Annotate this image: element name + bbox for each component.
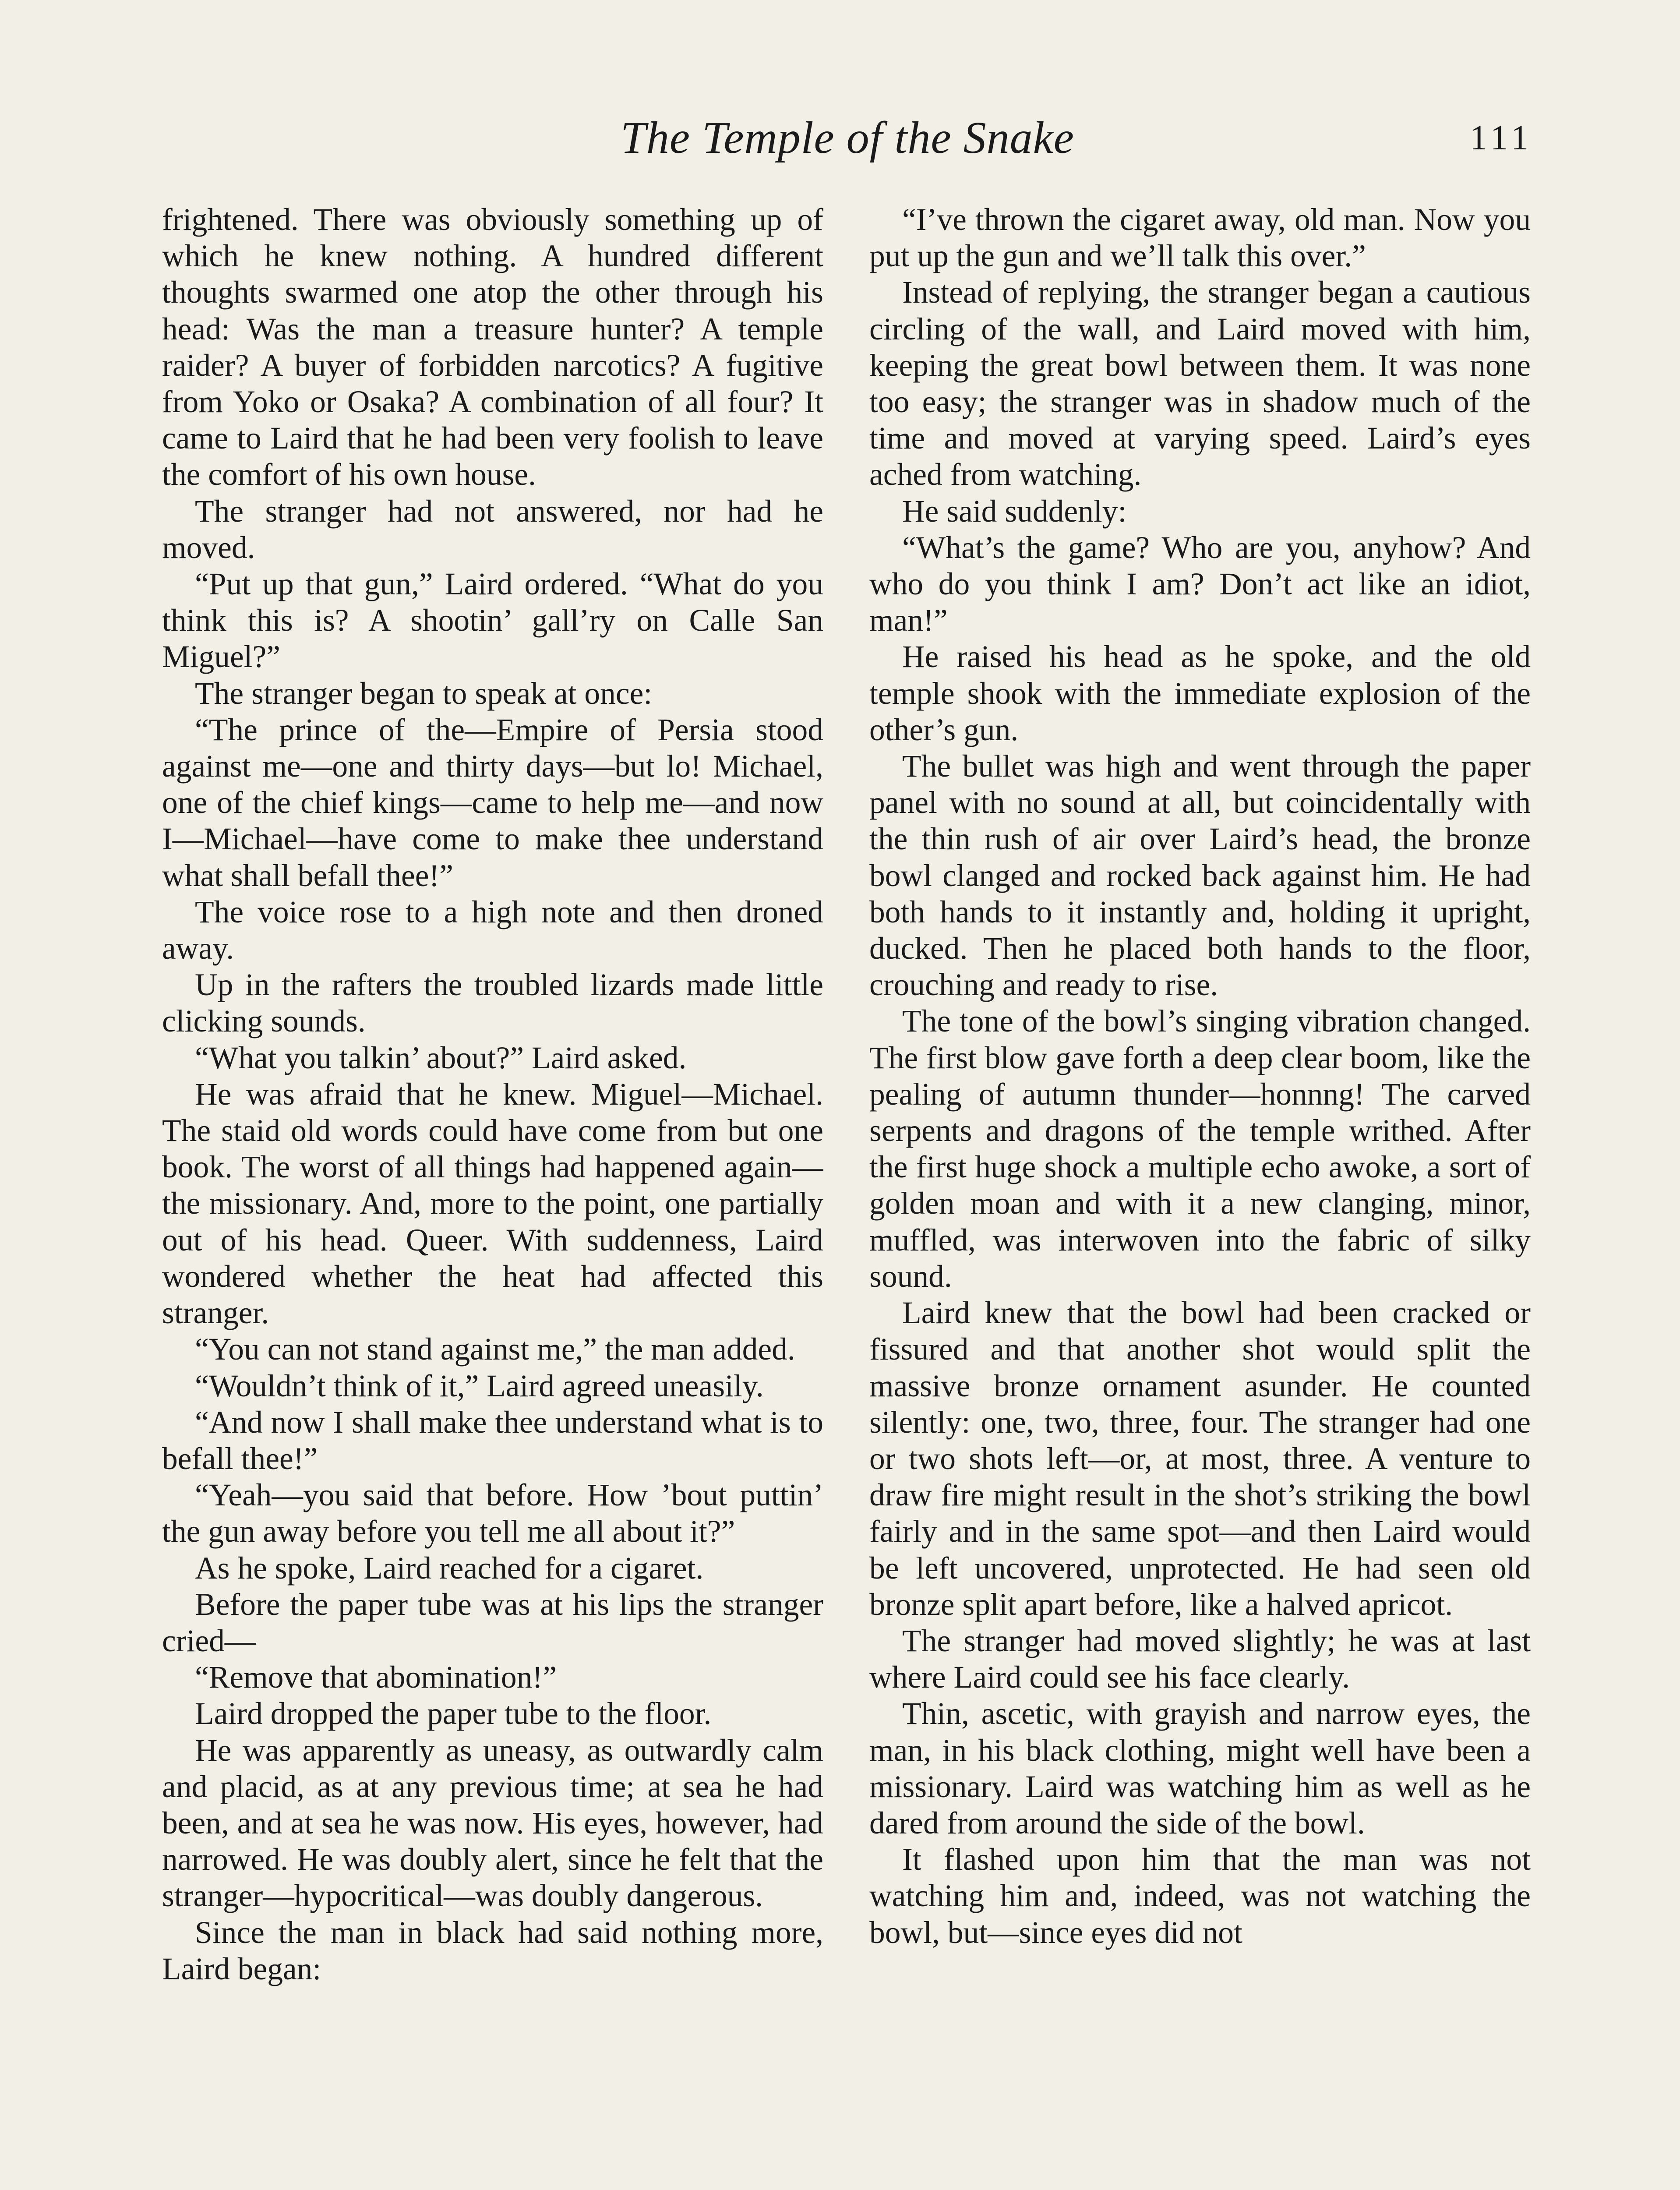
paragraph: Before the paper tube was at his lips the stranger cried— xyxy=(162,1587,823,1658)
paragraph: “The prince of the—Empire of Persia stood against me—one and thirty days—but lo! Michael, one of the chief kings—came to help me—and now I—Michael—have come to make thee understand what shall befall thee!” xyxy=(162,712,823,893)
running-title: The Temple of the Snake xyxy=(621,113,1074,163)
paragraph: He raised his head as he spoke, and the old temple shook with the immediate explosion of the other’s gun. xyxy=(869,639,1531,747)
page-header xyxy=(162,105,1533,171)
right-column xyxy=(869,201,1531,2190)
paragraph: The stranger had moved slightly; he was at last where Laird could see his face clearly. xyxy=(869,1623,1531,1695)
paragraph: Laird dropped the paper tube to the floor. xyxy=(195,1696,712,1731)
paragraph: The stranger began to speak at once: xyxy=(195,676,653,711)
paragraph: He was afraid that he knew. Miguel—Michael. The staid old words could have come from but one book. The worst of all things had happened again—the missionary. And, more to the point, one partially out of his head. Queer. With suddenness, Laird wondered whether the heat had affected this stranger. xyxy=(162,1077,823,1331)
paragraph: “Yeah—you said that before. How ’bout puttin’ the gun away before you tell me all about it?” xyxy=(162,1478,823,1549)
paragraph: “And now I shall make thee understand what is to befall thee!” xyxy=(162,1405,823,1476)
paragraph: Up in the rafters the troubled lizards made little clicking sounds. xyxy=(162,968,823,1039)
paragraph: The voice rose to a high note and then droned away. xyxy=(162,894,823,966)
paragraph: frightened. There was obviously something up of which he knew nothing. A hundred different thoughts swarmed one atop the other through his head: Was the man a treasure hunter? A temple raider? A buyer of forbidden narcotics? A fugitive from Yoko or Osaka? A combination of all four? It came to Laird that he had been very foolish to leave the comfort of his own house. xyxy=(162,202,823,492)
paragraph: “Wouldn’t think of it,” Laird agreed uneasily. xyxy=(195,1368,764,1403)
paragraph: “You can not stand against me,” the man added. xyxy=(195,1332,795,1367)
paragraph: Since the man in black had said nothing more, Laird began: xyxy=(162,1915,823,1986)
paragraph: As he spoke, Laird reached for a cigaret. xyxy=(195,1551,704,1586)
paragraph: He said suddenly: xyxy=(902,494,1127,529)
left-column xyxy=(162,201,823,2190)
page-number: 111 xyxy=(1469,119,1533,157)
paragraph: Thin, ascetic, with grayish and narrow eyes, the man, in his black clothing, might well have been a missionary. Laird was watching him as well as he dared from around the side of the bowl. xyxy=(869,1696,1531,1840)
paragraph: The stranger had not answered, nor had he moved. xyxy=(162,494,823,565)
paragraph: The bullet was high and went through the paper panel with no sound at all, but coincidentally with the thin rush of air over Laird’s head, the bronze bowl clanged and rocked back against him. He had both hands to it instantly and, holding it upright, ducked. Then he placed both hands to the floor, crouching and ready to rise. xyxy=(869,749,1531,1003)
paragraph: Laird knew that the bowl had been cracked or fissured and that another shot would split the massive bronze ornament asunder. He counted silently: one, two, three, four. The stranger had one or two shots left—or, at most, three. A venture to draw fire might result in the shot’s striking the bowl fairly and in the same spot—and then Laird would be left uncovered, unprotected. He had seen old bronze split apart before, like a halved apricot. xyxy=(869,1296,1531,1622)
paragraph: “Put up that gun,” Laird ordered. “What do you think this is? A shootin’ gall’ry on Calle San Miguel?” xyxy=(162,567,823,675)
paragraph: “I’ve thrown the cigaret away, old man. Now you put up the gun and we’ll talk this over.” xyxy=(869,202,1531,274)
paragraph: “What’s the game? Who are you, anyhow? And who do you think I am? Don’t act like an idiot, man!” xyxy=(869,530,1531,638)
paragraph: The tone of the bowl’s singing vibration changed. The first blow gave forth a deep clear boom, like the pealing of autumn thunder—honnng! The carved serpents and dragons of the temple writhed. After the first huge shock a multiple echo awoke, a sort of golden moan and with it a new clanging, minor, muffled, was interwoven into the fabric of silky sound. xyxy=(869,1004,1531,1294)
paragraph: He was apparently as uneasy, as outwardly calm and placid, as at any previous time; at sea he had been, and at sea he was now. His eyes, however, had narrowed. He was doubly alert, since he felt that the stranger—hypocritical—was doubly dangerous. xyxy=(162,1733,823,1914)
paragraph: Instead of replying, the stranger began a cautious circling of the wall, and Laird moved with him, keeping the great bowl between them. It was none too easy; the stranger was in shadow much of the time and moved at varying speed. Laird’s eyes ached from watching. xyxy=(869,275,1531,492)
paragraph: “Remove that abomination!” xyxy=(195,1660,557,1695)
paragraph: “What you talkin’ about?” Laird asked. xyxy=(195,1040,687,1075)
paragraph: It flashed upon him that the man was not watching him and, indeed, was not watching the bowl, but—since eyes did not xyxy=(869,1842,1531,1950)
